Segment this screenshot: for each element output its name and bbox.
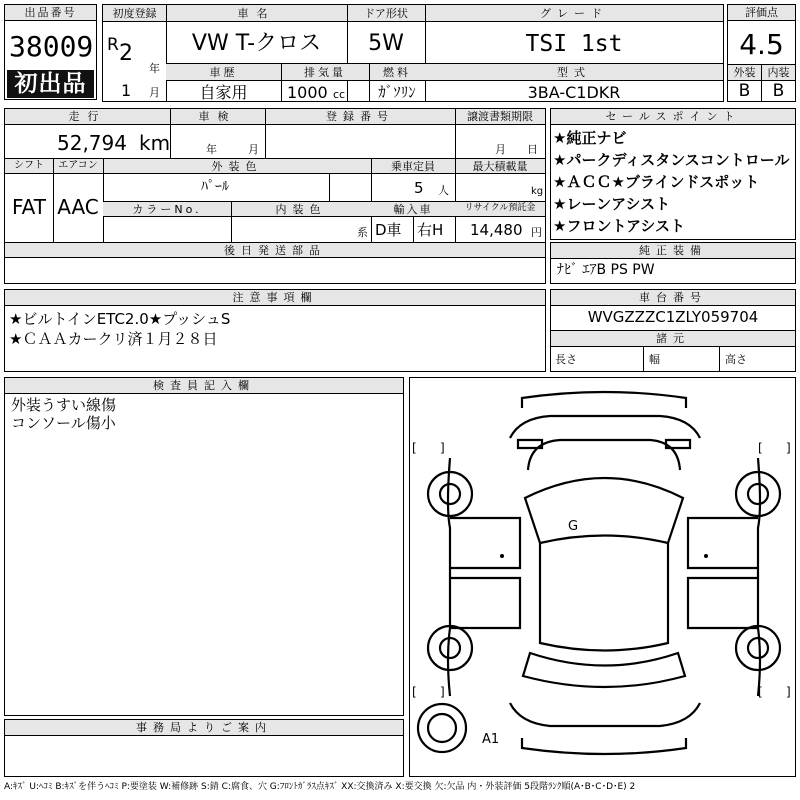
later-parts-label: 後日発送部品 [224, 244, 326, 257]
month-unit: 月 [149, 86, 160, 99]
notes-box [4, 289, 546, 372]
score-box [727, 4, 796, 102]
first-reg-label: 初度登録 [112, 7, 157, 20]
chassis-label: 車台番号 [551, 290, 795, 306]
sales-point-2: ★パークディスタンスコントロール [553, 151, 790, 169]
displacement-label: 排気量 [304, 66, 346, 79]
chassis-box [550, 289, 796, 372]
exterior-score: B [738, 81, 751, 101]
recycle-unit: 円 [531, 226, 542, 239]
shift: FAT [11, 195, 46, 219]
notes-label: 注意事項欄 [5, 290, 545, 306]
max-load-unit: kg [531, 186, 544, 197]
damage-diagram-box [409, 377, 796, 777]
interior-color-suffix: 系 [357, 226, 368, 239]
door-type: 5W [368, 31, 404, 56]
inspection-month-unit: 月 [248, 143, 259, 156]
first-reg-month: 1 [121, 81, 132, 100]
sales-points-label: セールスポイント [551, 109, 795, 125]
exterior-score-label: 外装 [733, 66, 756, 79]
office-box [4, 719, 404, 777]
recycle-label: リサイクル預託金 [464, 203, 536, 213]
door-label: ドア形状 [364, 7, 408, 20]
history-label: 車歴 [209, 66, 238, 79]
capacity-unit: 人 [438, 184, 449, 197]
year-unit: 年 [149, 62, 160, 75]
width-label: 幅 [649, 353, 660, 366]
steering: 右H [417, 221, 444, 239]
grade: TSI 1st [525, 31, 623, 57]
inspection-year-unit: 年 [206, 143, 217, 156]
displacement: 1000 [287, 83, 328, 102]
ac: AAC [57, 195, 99, 219]
damage-mark-windshield: G [568, 519, 579, 534]
interior-score-label: 内装 [767, 66, 790, 79]
genuine-equipment-box [550, 242, 796, 284]
bracket-front-right-open: [ [758, 441, 763, 455]
score-label: 評価点 [728, 5, 795, 21]
displacement-unit: cc [333, 88, 346, 101]
sales-point-4: ★レーンアシスト [553, 195, 671, 213]
shift-label: シフト [14, 160, 44, 171]
transfer-day-unit: 日 [527, 143, 538, 156]
chassis-number: WVGZZZC1ZLY059704 [587, 308, 759, 326]
lot-number-box [4, 4, 97, 100]
details-box [4, 108, 546, 284]
model-code-label: 型式 [557, 66, 591, 79]
bracket-front-left-open: [ [412, 441, 417, 455]
height-label: 高さ [725, 353, 747, 366]
bracket-front-right-close: ] [786, 441, 791, 455]
office-label: 事務局よりご案内 [5, 720, 403, 736]
legend: A:ｷｽﾞ U:ﾍｺﾐ B:ｷｽﾞを伴うﾍｺﾐ P:要塗装 W:補修跡 S:錆 C:腐食、穴 G:ﾌﾛﾝﾄｶﾞﾗｽ点ｷｽﾞ XX:交換済み X:要交換 欠:欠品 内・外装評価 5段階ﾗﾝｸ順(A･B･C･D･E) 2 [4, 782, 636, 792]
inspection-label: 車検 [198, 110, 237, 123]
import-label: 輸入車 [393, 203, 433, 216]
mileage-label: 走行 [68, 110, 107, 123]
bracket-front-left-close: ] [440, 441, 445, 455]
sales-points-box [550, 108, 796, 240]
length-label: 長さ [555, 353, 577, 366]
era-year: 2 [119, 41, 133, 66]
reg-no-label: 登録番号 [326, 110, 394, 123]
dims-label: 諸元 [551, 331, 795, 347]
fuel: ｶﾞｿﾘﾝ [378, 83, 416, 101]
car-diagram [410, 378, 795, 776]
fuel-label: 燃料 [383, 66, 411, 79]
capacity-label: 乗車定員 [391, 160, 435, 173]
history: 自家用 [199, 83, 248, 102]
damage-mark-rear: A1 [482, 732, 500, 747]
max-load-label: 最大積載量 [472, 160, 528, 173]
sales-point-3: ★ＡＣＣ★ブラインドスポット [553, 173, 760, 191]
sales-point-1: ★純正ナビ [553, 129, 627, 147]
bracket-rear-right-open: [ [758, 685, 763, 699]
import-dealer: D車 [375, 221, 402, 239]
vehicle-info-box [102, 4, 724, 102]
transfer-docs-label: 譲渡書類期限 [467, 110, 533, 123]
model-code: 3BA-C1DKR [527, 83, 621, 102]
genuine-equipment-label: 純正装備 [551, 243, 795, 259]
note-line-1: ★ビルトインETC2.0★プッシュS [9, 310, 231, 328]
first-listing-badge: 初出品 [7, 70, 94, 98]
score: 4.5 [739, 28, 784, 61]
era: R [107, 35, 119, 55]
inspector-box [4, 377, 404, 716]
bracket-rear-left-open: [ [412, 685, 417, 699]
inspector-line-1: 外装うすい線傷 [11, 396, 117, 414]
recycle-fee: 14,480 [470, 221, 523, 239]
sales-point-5: ★フロントアシスト [553, 217, 685, 235]
exterior-color: ﾊﾟｰﾙ [201, 179, 229, 195]
car-name-label: 車名 [237, 7, 276, 20]
mileage-unit: km [139, 131, 171, 155]
bracket-rear-left-close: ] [440, 685, 445, 699]
capacity: 5 [414, 179, 424, 197]
transfer-month-unit: 月 [495, 143, 506, 156]
mileage: 52,794 [57, 131, 127, 155]
exterior-color-label: 外装色 [211, 160, 263, 173]
note-line-2: ★ＣＡＡカークリ済１月２８日 [9, 330, 218, 348]
interior-color-label: 内装色 [275, 203, 327, 216]
ac-label: エアコン [58, 160, 98, 171]
car-name: VW T-クロス [191, 31, 322, 56]
interior-score: B [772, 81, 785, 101]
inspector-label: 検査員記入欄 [5, 378, 403, 394]
bracket-rear-right-close: ] [786, 685, 791, 699]
color-no-label: カラーNo. [132, 203, 202, 216]
inspector-line-2: コンソール傷小 [11, 414, 116, 432]
lot-number: 38009 [9, 30, 94, 63]
lot-number-label: 出品番号 [5, 5, 96, 21]
genuine-equipment: ﾅﾋﾞ ｴｱB PS PW [557, 262, 655, 278]
grade-label: グレード [540, 7, 608, 20]
